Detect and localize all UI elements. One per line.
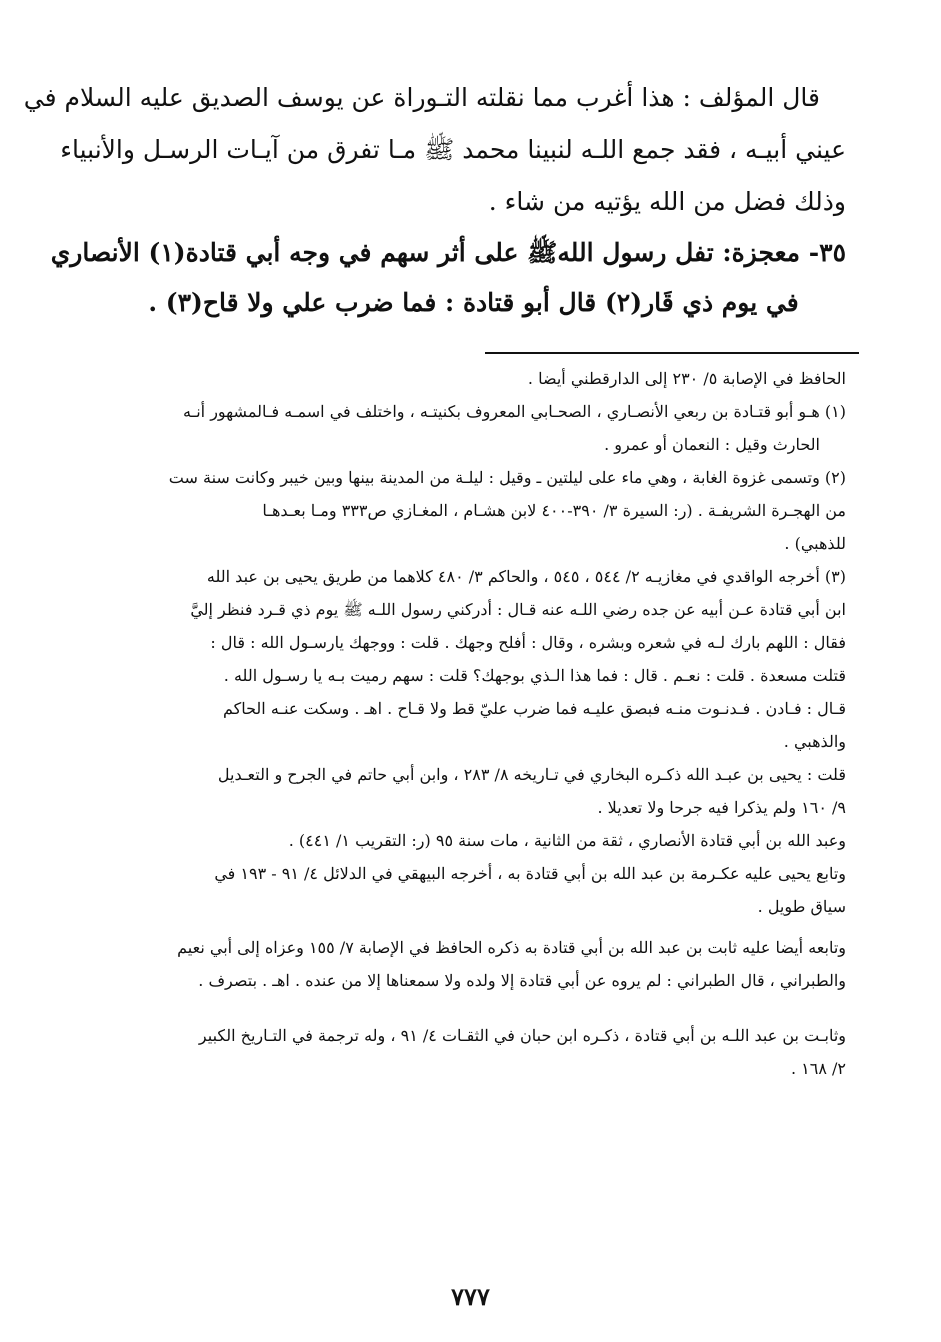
miracle-heading-line-2: في يوم ذي قَار(٢) قال أبو قتادة : فما ضرب علي ولا قاح(٣) . (148, 288, 799, 317)
note-abdullah-line-1: وعبد الله بن أبي قتادة الأنصاري ، ثقة من الثانية ، مات سنة ٩٥ (ر: التقريب ١/ ٤٤١) . (288, 831, 846, 850)
footnote-3-line-4: قتلت مسعدة . قلت : نعـم . قال : فما هذا الـذي بوجهك؟ قلت : سهم رميت بـه يا رسـول الله . (223, 666, 846, 685)
miracle-heading-line-1: ٣٥- معجزة: تفل رسول اللهﷺ على أثر سهم في وجه أبي قتادة(١) الأنصاري (50, 238, 846, 267)
page-number: ٧٧٧ (451, 1282, 490, 1311)
footnote-divider (485, 352, 859, 354)
author-paragraph-line-2: عيني أبيـه ، فقد جمع اللـه لنبينا محمد ﷺ مـا تفرق من آيـات الرسـل والأنبياء (60, 135, 846, 164)
footnotes (96, 362, 846, 1085)
footnote-3-line-3: فقال : اللهم بارك لـه في شعره وبشره ، وقال : أفلح وجهك . قلت : ووجهك يارسـول الله : قال : (210, 633, 846, 652)
note-thabit-line-2: والطبراني ، قال الطبراني : لم يروه عن أبي قتادة إلا ولده ولا سمعناها إلا من عنده . اهـ . بتصرف . (198, 971, 846, 990)
main-text (23, 72, 846, 328)
footnote-2-line-2: من الهجـرة الشريفـة . (ر: السيرة ٣/ ٣٩٠-٤٠٠ لابن هشـام ، المغـازي ص٣٣٣ ومـا بعـدهـا (262, 501, 846, 520)
footnote-1-line-1: (١) هـو أبو قتـادة بن ربعي الأنصـاري ، الصحـابي المعروف بكنيتـه ، واختلف في اسمـه فـالمشهور أنـه (182, 402, 846, 421)
spacer (96, 997, 846, 1019)
author-paragraph-line-1: قال المؤلف : هذا أغرب مما نقلته التـوراة عن يوسف الصديق عليه السلام في (23, 83, 820, 112)
footnote-3-line-2: ابن أبي قتادة عـن أبيه عن جده رضي اللـه عنه قـال : أدركني رسول اللـه ﷺ يوم ذي قـرد فنظر إليَّ (190, 600, 846, 619)
note-yahya-line-1: قلت : يحيى بن عبـد الله ذكـره البخاري في تـاريخه ٨/ ٢٨٣ ، وابن أبي حاتم في الجرح و التعـديل (217, 765, 846, 784)
footnote-2-line-1: (٢) وتسمى غزوة الغابة ، وهي ماء على ليلتين ـ وقيل : ليلـة من المدينة بينها وبين خيبر وكانت سنة ست (168, 468, 846, 487)
footnote-3-line-1: (٣) أخرجه الواقدي في مغازيـه ٢/ ٥٤٤ ، ٥٤٥ ، والحاكم ٣/ ٤٨٠ كلاهما من طريق يحيى بن عبد الله (206, 567, 846, 586)
footnote-1-line-2: الحارث وقيل : النعمان أو عمرو . (604, 435, 820, 454)
note-thabit-line-1: وتابعه أيضا عليه ثابت بن عبد الله بن أبي قتادة به ذكره الحافظ في الإصابة ٧/ ١٥٥ وعزاه إلى أبي نعيم (177, 938, 846, 957)
note-ibnhibban-line-1: وثابـت بن عبد اللـه بن أبي قتادة ، ذكـره ابن حبان في الثقـات ٤/ ٩١ ، وله ترجمة في التـاريخ الكبير (198, 1026, 846, 1045)
note-yahya-line-2: ٩/ ١٦٠ ولم يذكرا فيه جرحا ولا تعديلا . (597, 798, 846, 817)
footnote-2-line-3: للذهبي) . (784, 534, 846, 553)
note-ikrima-line-1: وتابع يحيى عليه عكـرمة بن عبد الله بن أبي قتادة به ، أخرجه البيهقي في الدلائل ٤/ ٩١ - ١٩٣ في (214, 864, 846, 883)
footnote-carryover: الحافظ في الإصابة ٥/ ٢٣٠ إلى الدارقطني أيضا . (527, 369, 846, 388)
author-paragraph-line-3: وذلك فضل من الله يؤتيه من شاء . (488, 187, 846, 216)
footnote-3-line-5: قـال : فـادن . فـدنـوت منـه فبصق عليـه فما ضرب عليّ قط ولا قـاح . اهـ . وسكت عنـه الحاكم (222, 699, 846, 718)
footnote-3-line-6: والذهبي . (783, 732, 846, 751)
note-ibnhibban-line-2: ٢/ ١٦٨ . (790, 1059, 846, 1078)
spacer (96, 923, 846, 931)
note-ikrima-line-2: سياق طويل . (757, 897, 846, 916)
